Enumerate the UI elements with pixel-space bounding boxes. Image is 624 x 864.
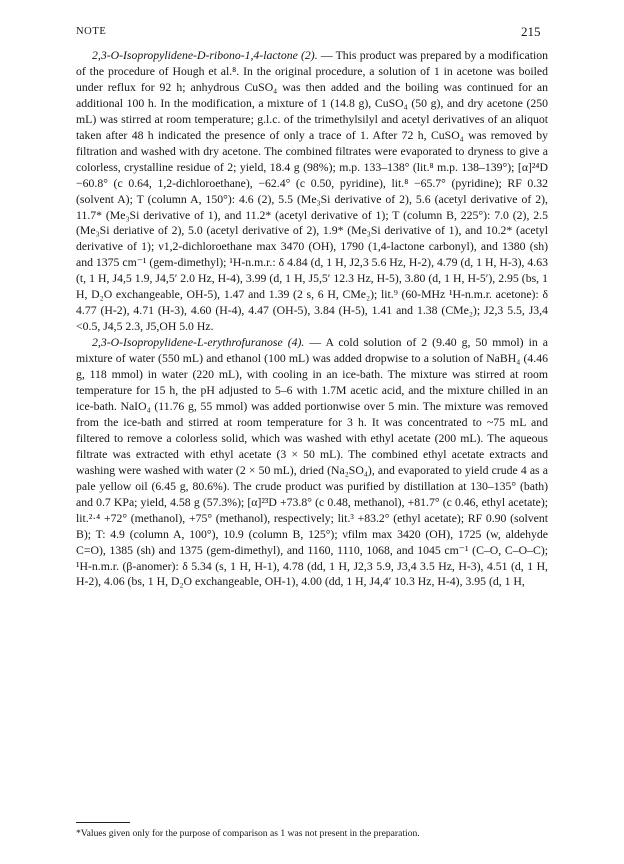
page-number: 215	[521, 24, 541, 39]
running-header: NOTE	[76, 26, 107, 37]
compound-4-dash: —	[304, 336, 326, 350]
compound-2-dash: —	[317, 49, 336, 62]
body-text	[76, 48, 548, 590]
compound-2-text: This product was prepared by a modification of the procedure of Hough et al.⁸. In the original procedure, a solution of 1 in acetone was boiled under reflux for 92 h; anhydrous CuSO₄ was then added and the boiling was continued for an additional 100 h. In the modification, a mixture of 1 (14.8 g), CuSO₄ (50 g), and dry acetone (250 mL) was stirred at room temperature; g.l.c. of the trimethylsilyl and acetyl derivatives of an aliquot taken after 48 h indicated the presence of only a trace of 1. After 72 h, CuSO₄ was removed by filtration and washed with dry acetone. The combined filtrates were evaporated to dryness to give a colorless, crystalline residue of 2; yield, 18.4 g (98%); m.p. 133–138° (lit.⁸ m.p. 138–139°); [α]²⁴D −60.8° (c 0.64, 1,2-dichloroethane), −62.4° (c 0.50, pyridine), lit.⁸ −65.7° (pyridine); RF 0.32 (solvent A); T (column A, 150°): 4.6 (2), 5.5 (Me₃Si derivative of 2), 5.6 (acetyl derivative of 2), 11.7* (Me₃Si derivative of 1), and 11.2* (acetyl derivative of 1); T (column B, 225°): 7.0 (2), 2.5 (Me₃Si deriative of 2), 5.0 (acetyl derivative of 2), 1.9* (Me₃Si derivative of 1), and 10.2* (acetyl derivative of 1); ν1,2-dichloroethane max 3470 (OH), 1790 (1,4-lactone carbonyl), and 1380 (sh) and 1375 cm⁻¹ (gem-dimethyl); ¹H-n.m.r.: δ 4.84 (d, 1 H, J2,3 5.6 Hz, H-2), 4.79 (d, 1 H, H-3), 4.63 (t, 1 H, J4,5 1.9, J4,5′ 2.0 Hz, H-4), 3.99 (d, 1 H, J5,5′ 12.3 Hz, H-5), 3.80 (d, 1 H, H-5′), 2.95 (bs, 1 H, D₂O exchangeable, OH-5), 1.47 and 1.39 (2 s, 6 H, CMe₂); lit.⁹ (60-MHz ¹H-n.m.r. acetone): δ 4.77 (H-2), 4.71 (H-3), 4.60 (H-4), 4.47 (OH-5), 3.84 (H-5), 1.41 and 1.38 (CMe₂); J2,3 5.5, J3,4 <0.5, J4,5 2.3, J5,OH 5.0 Hz.	[76, 49, 548, 334]
paragraph-compound-2	[76, 48, 548, 335]
footnote-rule	[76, 822, 130, 823]
compound-2-title: 2,3-O-Isopropylidene-D-ribono-1,4-lactone (2).	[92, 49, 318, 62]
paragraph-compound-4	[76, 335, 548, 590]
footnote: *Values given only for the purpose of comparison as 1 was not present in the preparation.	[76, 828, 420, 839]
compound-4-text: A cold solution of 2 (9.40 g, 50 mmol) in a mixture of water (550 mL) and ethanol (100 mL) was added dropwise to a solution of NaBH₄ (4.46 g, 118 mmol) in water (220 mL), with cooling in an ice-bath. The mixture was stirred at room temperature for 15 h, the pH adjusted to 5–6 with 1.7M acetic acid, and the mixture chilled in an ice-bath. NaIO₄ (11.76 g, 55 mmol) was added portionwise over 5 min. The mixture was removed from the ice-bath and stirred at room temperature for 3 h. It was concentrated to ~75 mL and filtered to remove a colorless solid, which was washed with ethyl acetate (200 mL). The aqueous filtrate was extracted with ethyl acetate (3 × 50 mL). The combined ethyl acetate extracts and washing were washed with water (2 × 50 mL), dried (Na₂SO₄), and evaporated to yield crude 4 as a pale yellow oil (6.45 g, 80.6%). The crude product was purified by distillation at 130–135° (bath) and 0.7 KPa; yield, 4.58 g (57.3%); [α]²³D +73.8° (c 0.48, methanol), +81.7° (c 0.46, ethyl acetate); lit.²·⁴ +72° (methanol), +75° (methanol), respectively; lit.³ +83.2° (ethyl acetate); RF 0.90 (solvent B); T: 4.9 (column A, 100°), 10.9 (column B, 125°); νfilm max 3420 (OH), 1725 (w, aldehyde C=O), 1385 (sh) and 1375 (gem-dimethyl), and 1160, 1110, 1068, and 1045 cm⁻¹ (C–O, C–O–C); ¹H-n.m.r. (β-anomer): δ 5.34 (s, 1 H, H-1), 4.78 (dd, 1 H, J2,3 5.9, J3,4 3.5 Hz, H-3), 4.51 (d, 1 H, H-2), 4.06 (bs, 1 H, D₂O exchangeable, OH-1), 4.00 (dd, 1 H, J4,4′ 10.3 Hz, H-4), 3.95 (d, 1 H,	[76, 336, 548, 589]
compound-4-title: 2,3-O-Isopropylidene-L-erythrofuranose (4).	[92, 336, 305, 350]
